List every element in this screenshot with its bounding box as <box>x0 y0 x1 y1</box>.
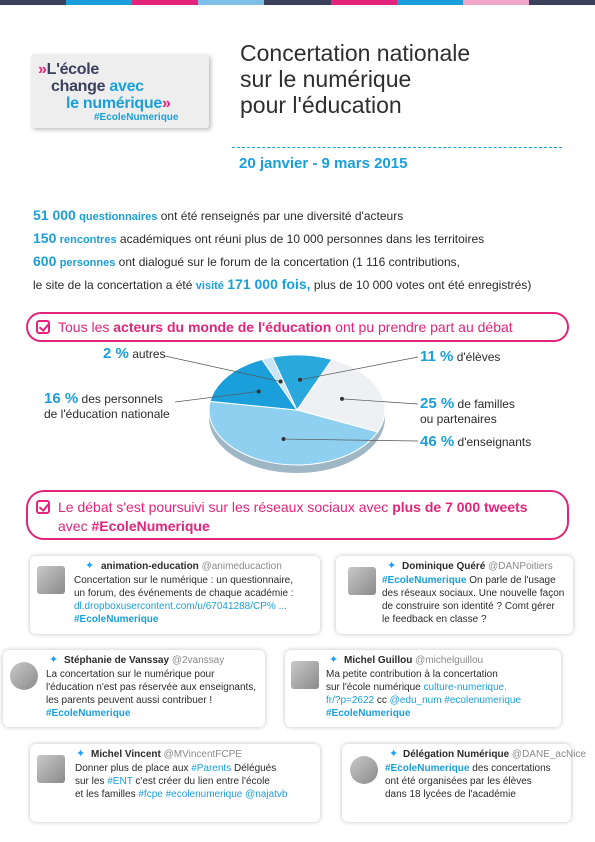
tweet-text: des réseaux sociaux. Une nouvelle façon <box>382 588 565 599</box>
tweet-mention[interactable]: @edu_num <box>389 695 442 706</box>
dates: 20 janvier - 9 mars 2015 <box>239 155 408 172</box>
tweet-hashtag[interactable]: #ENT <box>107 776 133 787</box>
tweet-author[interactable]: Dominique Quéré <box>402 561 486 572</box>
pie-leader-dot <box>279 380 283 384</box>
tweet-text: Concertation sur le numérique : un questionnaire, <box>74 575 294 586</box>
section-banner-actors: Tous les acteurs du monde de l'éducation ont pu prendre part au débat <box>26 312 569 342</box>
tweet-hashtag[interactable]: #EcoleNumerique <box>74 614 159 625</box>
tweet-text: dans 18 lycées de l'académie <box>385 789 516 800</box>
avatar <box>37 566 65 594</box>
tweet-author[interactable]: Délégation Numérique <box>403 749 510 760</box>
tweet-author[interactable]: animation-education <box>101 561 199 572</box>
pie-label-personnels: 16 % des personnels de l'éducation nationale <box>44 390 170 421</box>
tweet-author[interactable]: Michel Vincent <box>91 749 161 760</box>
title-line2: sur le numérique <box>240 66 412 92</box>
tweet-text: un forum, des événements de chaque académie : <box>74 588 294 599</box>
tweet-hashtag[interactable]: #ecolenumerique <box>441 695 522 706</box>
pie-leader-dot <box>281 437 285 441</box>
twitter-bird-icon: ✦ <box>76 748 86 760</box>
tweet-text: les parents peuvent aussi contribuer ! <box>46 695 213 706</box>
twitter-bird-icon: ✦ <box>389 748 399 760</box>
tweet-hashtag[interactable]: #Parents <box>191 763 232 774</box>
logo-line2: change avec <box>51 78 144 95</box>
tweet-handle[interactable]: @2vanssay <box>169 655 225 666</box>
tweet-text: La concertation sur le numérique pour <box>46 669 215 680</box>
tweet-text: sur les <box>75 776 108 787</box>
tweet-handle[interactable]: @DANPoitiers <box>485 561 553 572</box>
pie-leader-dot <box>257 389 261 393</box>
tweet-link[interactable]: culture-numerique. <box>423 682 507 693</box>
tweet-text: le feedback en classe ? <box>382 614 487 625</box>
tweet-card[interactable] <box>342 744 586 822</box>
pie-label-eleves: 11 % d'élèves <box>420 348 501 365</box>
tweet-text: Délégués <box>231 763 277 774</box>
tweet-hashtag[interactable]: #EcoleNumerique <box>382 575 467 586</box>
stat-row: 150 rencontres académiques ont réuni plus de 10 000 personnes dans les territoires <box>33 230 485 246</box>
avatar <box>10 662 38 690</box>
tweet-hashtag[interactable]: #EcoleNumerique <box>326 708 411 719</box>
tweet-hashtag[interactable]: #EcoleNumerique <box>385 763 470 774</box>
pie-label-autres: 2 % autres <box>103 345 166 362</box>
twitter-bird-icon: ✦ <box>387 560 397 572</box>
tweet-handle[interactable]: @michelguillou <box>412 655 484 666</box>
avatar <box>37 755 65 783</box>
tweet-hashtag[interactable]: #fcpe #ecolenumerique @najatvb <box>138 789 288 800</box>
tweet-handle[interactable]: @DANE_acNice <box>509 749 586 760</box>
twitter-bird-icon: ✦ <box>85 560 95 572</box>
tweet-handle[interactable]: @MVincentFCPE <box>160 749 242 760</box>
tweet-text: ont été organisées par les élèves <box>385 776 532 787</box>
section-banner-tweets: Le débat s'est poursuivi sur les réseaux sociaux avec plus de 7 000 tweets avec #EcoleNumerique <box>26 490 569 540</box>
tweet-handle[interactable]: @animeducaction <box>198 561 282 572</box>
logo-line3: le numérique» <box>66 95 171 112</box>
tweet-text: et les familles <box>75 789 139 800</box>
tweet-text: sur l'école numérique <box>326 682 424 693</box>
title-line1: Concertation nationale <box>240 40 471 66</box>
tweet-text: On parle de l'usage <box>466 575 556 586</box>
stat-row: 51 000 questionnaires ont été renseignés par une diversité d'acteurs <box>33 207 404 223</box>
tweet-text: des concertations <box>469 763 551 774</box>
tweet-card[interactable] <box>285 650 561 727</box>
logo-line1: »L'école <box>38 61 100 78</box>
tweet-card[interactable] <box>336 556 573 634</box>
logo-hashtag: #EcoleNumerique <box>94 112 179 123</box>
avatar <box>350 756 378 784</box>
stat-row: 600 personnes ont dialogué sur le forum de la concertation (1 116 contributions, <box>33 253 460 269</box>
tweet-link[interactable]: dl.dropboxusercontent.com/u/67041288/CP% ... <box>74 601 287 612</box>
tweet-author[interactable]: Stéphanie de Vanssay <box>64 655 170 666</box>
tweet-hashtag[interactable]: #EcoleNumerique <box>46 708 131 719</box>
avatar <box>291 661 319 689</box>
tweet-author[interactable]: Michel Guillou <box>344 655 413 666</box>
pie-leader-dot <box>298 378 302 382</box>
tweet-card[interactable] <box>3 650 265 727</box>
twitter-bird-icon: ✦ <box>49 654 59 666</box>
title-line3: pour l'éducation <box>240 92 402 118</box>
pie-label-familles: 25 % de familles ou partenaires <box>420 395 515 426</box>
pie-label-enseignants: 46 % d'enseignants <box>420 433 532 450</box>
tweet-card[interactable] <box>30 556 320 634</box>
tweet-text: Ma petite contribution à la concertation <box>326 669 498 680</box>
twitter-bird-icon: ✦ <box>329 654 339 666</box>
tweet-card[interactable] <box>30 744 320 822</box>
tweet-text: l'éducation n'est pas réservée aux enseignants, <box>46 682 257 693</box>
tweet-link[interactable]: fr/?p=2622 <box>326 695 375 706</box>
tweet-text: c'est créer du lien entre l'école <box>132 776 270 787</box>
stat-row: le site de la concertation a été visité 171 000 fois, plus de 10 000 votes ont été enregistrés) <box>33 276 532 292</box>
tweet-text: Donner plus de place aux <box>75 763 192 774</box>
tweet-text: de construire son identité ? Comt gérer <box>382 601 555 612</box>
pie-leader-dot <box>340 397 344 401</box>
checkbox-icon <box>36 500 50 514</box>
avatar <box>348 567 376 595</box>
tweet-text: cc <box>374 695 390 706</box>
